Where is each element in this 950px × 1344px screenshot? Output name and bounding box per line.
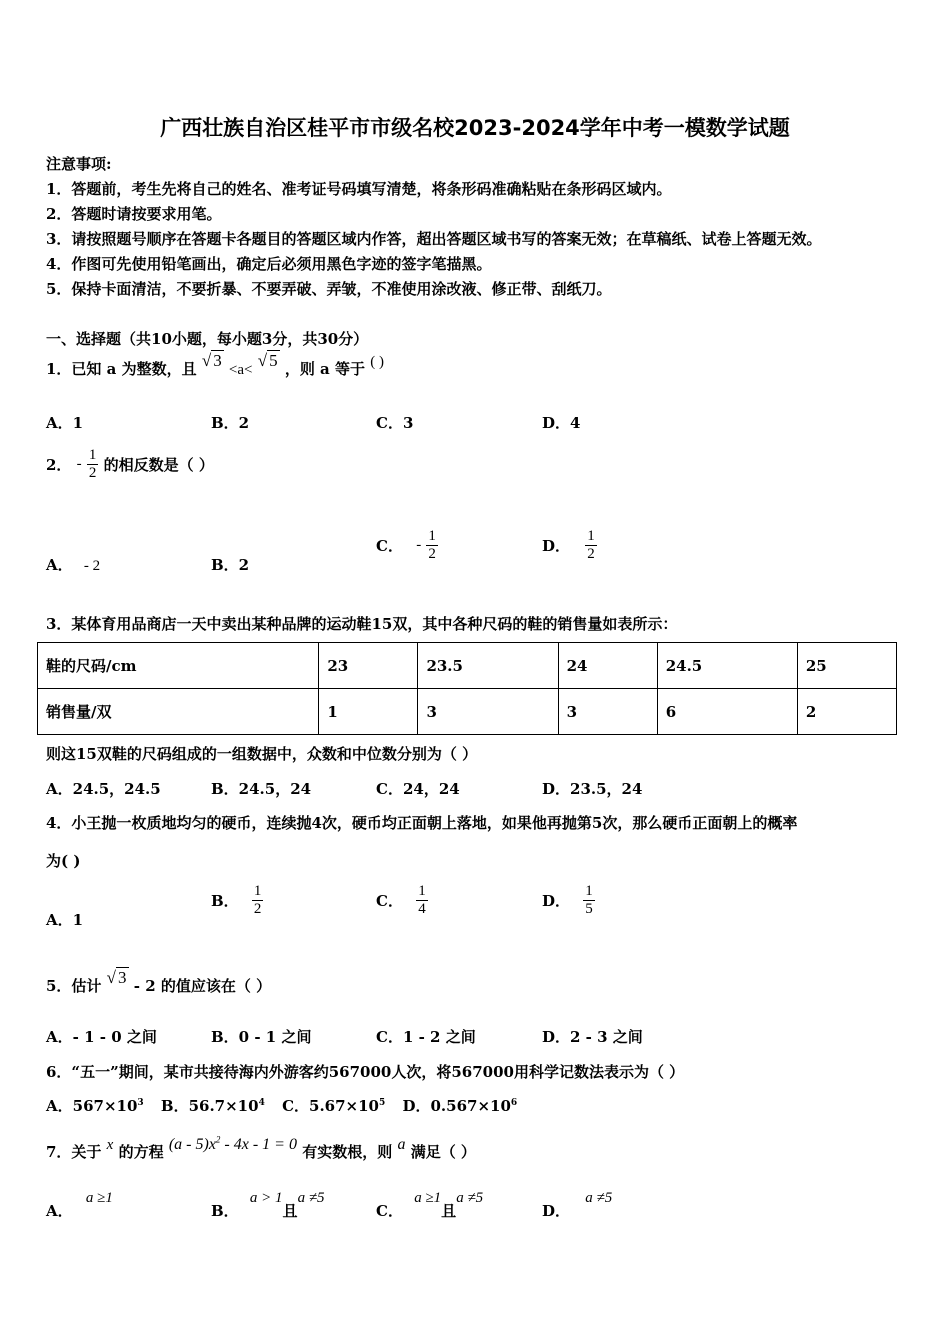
q2-option-c-sign: - (416, 537, 422, 553)
question-7 (46, 1134, 476, 1162)
q7-suffix: 满足（ ） (410, 1143, 476, 1161)
table-cell: 鞋的尺码/cm (38, 643, 319, 689)
table-cell: 6 (657, 689, 797, 735)
q7-option-c-and: 且 (441, 1202, 457, 1220)
q7-after: 有实数根，则 (302, 1143, 393, 1161)
q3-option-a: A．24.5，24.5 (46, 780, 161, 798)
q7-option-c-value2: a ≠5 (456, 1190, 484, 1206)
q4-option-b-label: B． (211, 892, 239, 910)
q1-suffix: ，则 a 等于 (284, 360, 365, 378)
q4-option-d-fraction: $\frac{1}{5}$ (585, 883, 593, 917)
q5-prefix: 5．估计 (46, 977, 102, 995)
q1-prefix: 1．已知 a 为整数，且 (46, 360, 197, 378)
q2-option-d (542, 528, 597, 563)
notice-item: 3．请按照题号顺序在答题卡各题目的答题区域内作答，超出答题区域书写的答案无效；在草稿纸、试卷上答题无效。 (46, 230, 822, 248)
q2-option-b: B．2 (211, 556, 250, 574)
q7-option-c-value1: a ≥1 (414, 1190, 442, 1206)
notice-item: 2．答题时请按要求用笔。 (46, 205, 222, 223)
q4-option-b (211, 883, 263, 918)
q4-option-a: A．1 (46, 911, 84, 929)
q7-var-a: a (397, 1136, 406, 1153)
q7-option-a: A． a ≥1 (46, 1190, 113, 1220)
q6-option-d: D．$0.567\times 10^6$ (402, 1097, 518, 1115)
table-cell: 3 (418, 689, 558, 735)
q7-mid: 的方程 (118, 1143, 164, 1161)
q4-option-c (376, 883, 428, 918)
q7-option-b-value1: a > 1 (249, 1190, 283, 1206)
table-cell: 23 (319, 643, 418, 689)
q1-sqrt-3: √ 3 (201, 351, 222, 370)
q1-option-d: D．4 (542, 414, 581, 432)
q7-prefix: 7．关于 (46, 1143, 102, 1161)
q7-option-a-value: a ≥1 (85, 1190, 113, 1206)
table-cell: 25 (797, 643, 896, 689)
q5-option-b: B．0 - 1 之间 (211, 1028, 312, 1046)
q5-option-a: A．- 1 - 0 之间 (46, 1028, 157, 1046)
table-cell: 23.5 (418, 643, 558, 689)
q2-option-d-fraction: $\frac{1}{2}$ (587, 528, 595, 562)
notice-heading: 注意事项: (46, 155, 112, 173)
q1-option-a: A．1 (46, 414, 84, 432)
q1-mid: <a< (228, 362, 253, 378)
q2-option-a-label: A． (46, 556, 73, 574)
notice-item: 1．答题前，考生先将自己的姓名、准考证号码填写清楚，将条形码准确粘贴在条形码区域内。 (46, 180, 672, 198)
q2-option-c (376, 528, 438, 563)
table-cell: 1 (319, 689, 418, 735)
page-title: 广西壮族自治区桂平市市级名校2023-2024学年中考一模数学试题 (160, 116, 790, 140)
question-4-cont: 为( ) (46, 852, 81, 870)
table-row (38, 643, 897, 689)
q6-option-a: A．$567\times 10^3$ (46, 1097, 144, 1115)
q2-fraction: $\frac{1}{2}$ (88, 447, 97, 481)
question-4: 4．小王抛一枚质地均匀的硬币，连续抛4次，硬币均正面朝上落地，如果他再抛第5次，那么硬币正面朝上的概率 (46, 814, 798, 832)
q5-sqrt-3: √ 3 (106, 968, 127, 987)
q2-sign: - (76, 456, 82, 472)
q7-option-b-value2: a ≠5 (297, 1190, 325, 1206)
notice-item: 4．作图可先使用铅笔画出，确定后必须用黑色字迹的签字笔描黑。 (46, 255, 492, 273)
q1-option-c: C．3 (376, 414, 414, 432)
q2-option-a (46, 554, 100, 575)
q2-option-d-label: D． (542, 537, 571, 555)
q7-var-x: x (106, 1137, 114, 1153)
question-2 (46, 447, 214, 482)
table-cell: 24.5 (657, 643, 797, 689)
q2-option-c-fraction: $\frac{1}{2}$ (428, 528, 436, 562)
q4-option-c-label: C． (376, 892, 403, 910)
q5-suffix: - 2 的值应该在（ ） (133, 977, 272, 995)
table-cell: 2 (797, 689, 896, 735)
q2-suffix: 的相反数是（ ） (103, 456, 214, 474)
table-row (38, 689, 897, 735)
shoe-size-table (37, 642, 897, 735)
q6-option-c: C．$5.67\times 10^5$ (282, 1097, 386, 1115)
q1-option-b: B．2 (211, 414, 250, 432)
q5-option-c: C．1 - 2 之间 (376, 1028, 476, 1046)
q2-option-c-label: C． (376, 537, 403, 555)
q7-option-b: B． a > 1且a ≠5 (211, 1190, 325, 1220)
q7-option-b-and: 且 (282, 1202, 298, 1220)
q3-question: 则这15双鞋的尺码组成的一组数据中，众数和中位数分别为（ ） (46, 745, 478, 763)
q4-option-c-fraction: $\frac{1}{4}$ (418, 883, 426, 917)
q5-option-d: D．2 - 3 之间 (542, 1028, 643, 1046)
q1-sqrt-5: √ 5 (257, 351, 278, 370)
q3-option-d: D．23.5，24 (542, 780, 643, 798)
q1-paren: ( ) (370, 354, 384, 370)
section-heading: 一、选择题（共10小题，每小题3分，共30分） (46, 330, 369, 348)
q7-option-c: C． a ≥1且a ≠5 (376, 1190, 484, 1220)
q7-equation: $(a - 5)x^2 - 4x - 1 = 0$ (168, 1134, 297, 1153)
question-6: 6．“五一”期间，某市共接待海内外游客约567000人次，将567000用科学记数法表示为（ ） (46, 1063, 685, 1081)
table-cell: 3 (558, 689, 657, 735)
q7-option-d-value: a ≠5 (585, 1190, 613, 1206)
notice-item: 5．保持卡面清洁，不要折暴、不要弄破、弄皱，不准使用涂改液、修正带、刮纸刀。 (46, 280, 612, 298)
question-1 (46, 351, 384, 379)
q2-num: 2． (46, 456, 72, 474)
table-cell: 24 (558, 643, 657, 689)
q6-option-b: B．$56.7\times 10^4$ (160, 1097, 265, 1115)
q7-option-d: D． a ≠5 (542, 1190, 613, 1220)
q2-option-a-value: - 2 (83, 558, 101, 574)
question-5 (46, 968, 272, 996)
q4-option-d-label: D． (542, 892, 571, 910)
q6-options (46, 1095, 517, 1116)
q3-option-c: C．24，24 (376, 780, 460, 798)
q3-option-b: B．24.5，24 (211, 780, 312, 798)
question-3: 3．某体育用品商店一天中卖出某种品牌的运动鞋15双，其中各种尺码的鞋的销售量如表所示： (46, 615, 678, 633)
q4-option-d (542, 883, 595, 918)
q4-option-b-fraction: $\frac{1}{2}$ (253, 883, 262, 917)
table-cell: 销售量/双 (38, 689, 319, 735)
